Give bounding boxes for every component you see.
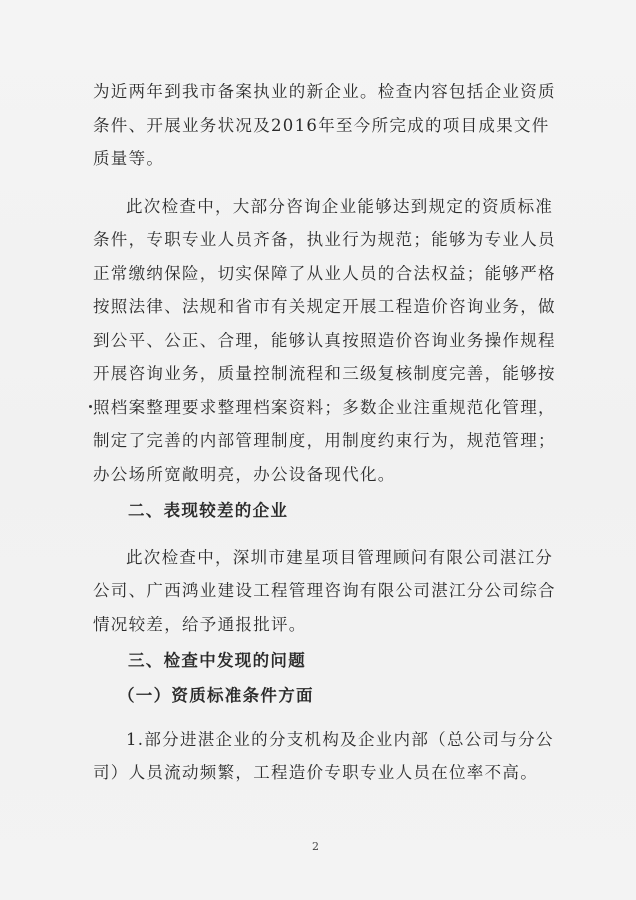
paragraph-1-line-1: 为近两年到我市备案执业的新企业。检查内容包括企业资质: [93, 82, 556, 101]
paragraph-2-line-6: 开展咨询业务，质量控制流程和三级复核制度完善，能够按: [93, 364, 556, 383]
paragraph-1-line-3: 质量等。: [93, 149, 165, 168]
subsection-heading-1: （一）资质标准条件方面: [118, 686, 314, 705]
paragraph-2-line-8: 制定了完善的内部管理制度，用制度约束行为，规范管理；: [93, 431, 556, 450]
section-heading-3: 三、检查中发现的问题: [128, 651, 306, 670]
section-heading-2: 二、表现较差的企业: [128, 501, 289, 520]
paragraph-2-line-9: 办公场所宽敞明亮，办公设备现代化。: [93, 465, 396, 484]
paragraph-2-line-2: 条件，专职专业人员齐备，执业行为规范；能够为专业人员: [93, 230, 556, 249]
paragraph-3-line-3: 情况较差，给予通报批评。: [93, 615, 307, 634]
paragraph-2-line-7: 照档案整理要求整理档案资料；多数企业注重规范化管理，: [93, 398, 556, 417]
paragraph-4-line-2: 司）人员流动频繁，工程造价专职专业人员在位率不高。: [93, 763, 538, 782]
paragraph-2-line-3: 正常缴纳保险，切实保障了从业人员的合法权益；能够严格: [93, 264, 556, 283]
paragraph-4-line-1: 1.部分进湛企业的分支机构及企业内部（总公司与分公: [126, 730, 554, 749]
paragraph-2-line-1: 此次检查中，大部分咨询企业能够达到规定的资质标准: [126, 197, 554, 216]
paragraph-3-line-1: 此次检查中，深圳市建星项目管理顾问有限公司湛江分: [126, 548, 554, 567]
scan-speck: [89, 405, 92, 408]
page-number: 2: [312, 840, 319, 853]
paragraph-2-line-4: 按照法律、法规和省市有关规定开展工程造价咨询业务，做: [93, 297, 556, 316]
paragraph-1-line-2: 条件、开展业务状况及2016年至今所完成的项目成果文件: [93, 116, 550, 135]
paragraph-3-line-2: 公司、广西鸿业建设工程管理咨询有限公司湛江分公司综合: [93, 581, 556, 600]
paragraph-2-line-5: 到公平、公正、合理，能够认真按照造价咨询业务操作规程: [93, 331, 556, 350]
